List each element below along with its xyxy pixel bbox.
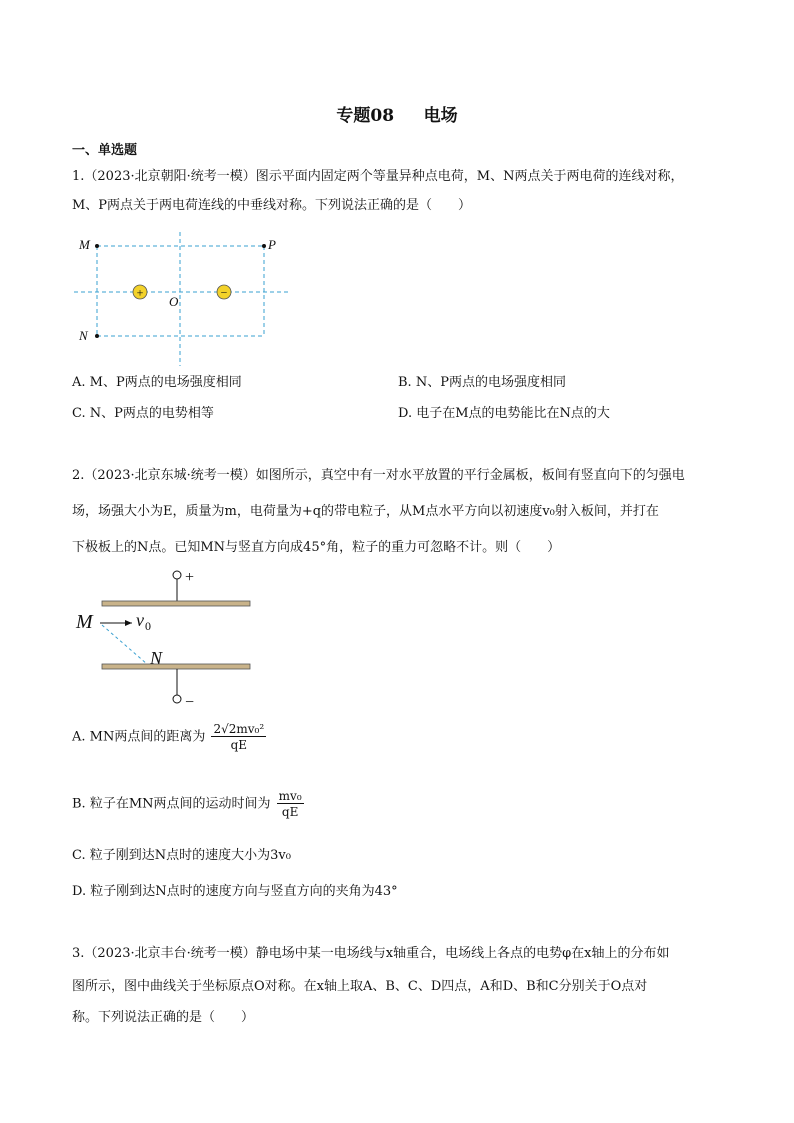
- q2-bottom-terminal: [173, 695, 181, 703]
- q1-label-p: P: [268, 237, 276, 252]
- q2-option-a-text: A. MN两点间的距离为: [72, 729, 206, 745]
- q2-option-b: [72, 790, 304, 818]
- q1-point-m: [95, 244, 99, 248]
- q1-figure: [70, 232, 300, 372]
- q2-minus-sign: −: [185, 694, 195, 711]
- q1-stem-line1: 1.（2023·北京朝阳·统考一模）图示平面内固定两个等量异种点电荷，M、N两点关于两电荷的连线对称，: [72, 169, 684, 184]
- q2-option-b-fraction: [277, 790, 304, 818]
- q2-lower-plate: [102, 664, 250, 669]
- q2-label-m: M: [76, 611, 93, 633]
- q2-upper-plate: [102, 601, 250, 606]
- q2-option-b-text: B. 粒子在MN两点间的运动时间为: [72, 796, 271, 812]
- q2-stem-line3: 下极板上的N点。已知MN与竖直方向成45°角，粒子的重力可忽略不计。则（ ）: [72, 540, 561, 555]
- q1-stem-line2: M、P两点关于两电荷连线的中垂线对称。下列说法正确的是（ ）: [72, 198, 472, 213]
- q2-label-v: v: [136, 610, 144, 630]
- q1-point-p: [262, 244, 266, 248]
- q2-arrow-head: [125, 620, 132, 626]
- q1-label-n: N: [79, 328, 88, 343]
- q1-label-o: O: [169, 294, 179, 309]
- q2-figure: [72, 565, 262, 715]
- q1-option-c: C. N、P两点的电势相等: [72, 406, 214, 421]
- q2-label-n: N: [150, 648, 163, 668]
- section-heading: 一、单选题: [72, 143, 138, 158]
- q1-point-n: [95, 334, 99, 338]
- q1-plus-sign: +: [136, 285, 144, 300]
- q2-option-a-fraction: [211, 723, 266, 751]
- q2-top-terminal: [173, 571, 181, 579]
- q2-option-b-numerator: mv₀: [278, 789, 302, 803]
- q2-stem-line2: 场，场强大小为E，质量为m，电荷量为+q的带电粒子，从M点水平方向以初速度v₀射入板间，并打在: [72, 504, 659, 519]
- q1-option-b: B. N、P两点的电场强度相同: [398, 375, 566, 390]
- q2-plus-sign: +: [185, 569, 195, 586]
- q2-option-a-numerator: 2√2mv₀²: [213, 722, 265, 736]
- q2-option-a-denominator: qE: [230, 738, 248, 752]
- q1-option-d: D. 电子在M点的电势能比在N点的大: [398, 406, 610, 421]
- q3-stem-line3: 称。下列说法正确的是（ ）: [72, 1010, 255, 1025]
- q1-label-m: M: [79, 237, 90, 252]
- page-title: 专题08 电场: [336, 106, 458, 126]
- q2-option-b-denominator: qE: [281, 805, 299, 819]
- q3-stem-line2: 图所示，图中曲线关于坐标原点O对称。在x轴上取A、B、C、D四点，A和D、B和C分别关于O点对: [72, 979, 648, 994]
- q3-stem-line1: 3.（2023·北京丰台·统考一模）静电场中某一电场线与x轴重合，电场线上各点的电势φ在x轴上的分布如: [72, 946, 670, 961]
- q1-minus-sign: −: [220, 285, 228, 300]
- q2-option-a: [72, 723, 266, 751]
- q2-label-v-subscript: 0: [145, 619, 151, 633]
- q2-option-c: C. 粒子刚到达N点时的速度大小为3v₀: [72, 848, 291, 863]
- q2-mn-dashed-line: [102, 625, 147, 664]
- q2-stem-line1: 2.（2023·北京东城·统考一模）如图所示，真空中有一对水平放置的平行金属板，板间有竖直向下的匀强电: [72, 468, 685, 483]
- q1-option-a: A. M、P两点的电场强度相同: [72, 375, 242, 390]
- q2-option-d: D. 粒子刚到达N点时的速度方向与竖直方向的夹角为43°: [72, 884, 398, 899]
